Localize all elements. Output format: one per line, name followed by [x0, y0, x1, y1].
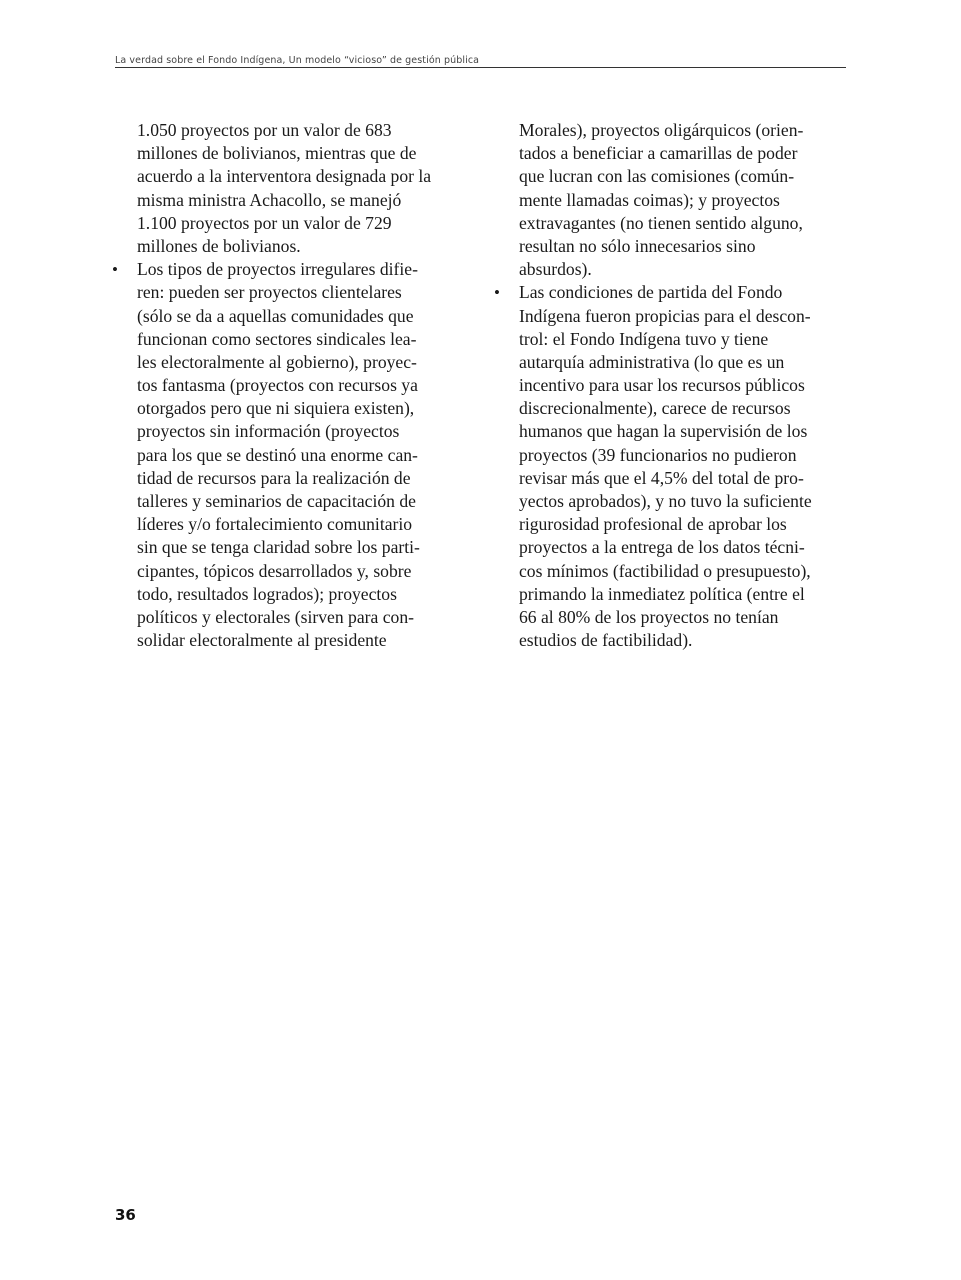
text-line: proyectos (39 funcionarios no pudieron [519, 444, 797, 465]
text-line: sin que se tenga claridad sobre los parti- [137, 537, 420, 558]
text-line: cos mínimos (factibilidad o presupuesto), [519, 560, 811, 581]
text-line: acuerdo a la interventora designada por la [137, 166, 432, 187]
text-line: tos fantasma (proyectos con recursos ya [137, 375, 418, 396]
text-line: humanos que hagan la supervisión de los [519, 421, 808, 442]
right-column [494, 119, 854, 652]
bullet-item-project-types [112, 258, 472, 652]
text-line: les electoralmente al gobierno), proyec- [137, 351, 417, 372]
text-line: solidar electoralmente al presidente [137, 630, 387, 651]
text-line: mente llamadas coimas); y proyectos [519, 189, 780, 210]
text-line: 66 al 80% de los proyectos no tenían [519, 606, 779, 627]
text-line: talleres y seminarios de capacitación de [137, 491, 416, 511]
running-header: La verdad sobre el Fondo Indígena, Un modelo “vicioso” de gestión pública [115, 55, 846, 68]
text-line: proyectos a la entrega de los datos técni- [519, 537, 805, 558]
bullet-icon: • [494, 283, 500, 303]
text-line: discrecionalmente), carece de recursos [519, 398, 791, 419]
text-line: resultan no sólo innecesarios sino [519, 235, 756, 256]
text-line: Los tipos de proyectos irregulares difie- [137, 259, 418, 280]
bullet-icon: • [112, 260, 118, 280]
text-line: funcionan como sectores sindicales lea- [137, 328, 417, 349]
text-line: Las condiciones de partida del Fondo [519, 282, 783, 303]
text-line: tados a beneficiar a camarillas de poder [519, 143, 798, 164]
left-continuation-paragraph [137, 119, 472, 258]
text-line: otorgados pero que ni siquiera existen), [137, 398, 415, 419]
text-line: ren: pueden ser proyectos clientelares [137, 282, 402, 303]
text-line: millones de bolivianos, mientras que de [137, 143, 417, 164]
text-line: 1.050 proyectos por un valor de 683 [137, 120, 392, 140]
bullet-item-starting-conditions [494, 281, 854, 652]
text-line: todo, resultados logrados); proyectos [137, 583, 397, 604]
right-continuation-paragraph [519, 119, 854, 281]
text-line: misma ministra Achacollo, se manejó [137, 189, 402, 210]
page-number: 36 [115, 1206, 136, 1224]
text-line: Morales), proyectos oligárquicos (orien- [519, 120, 804, 140]
text-line: autarquía administrativa (lo que es un [519, 351, 785, 372]
text-line: Indígena fueron propicias para el descon- [519, 305, 811, 326]
text-line: para los que se destinó una enorme can- [137, 444, 418, 465]
text-line: (sólo se da a aquellas comunidades que [137, 305, 414, 326]
text-line: líderes y/o fortalecimiento comunitario [137, 514, 413, 535]
text-line: tidad de recursos para la realización de [137, 467, 411, 488]
text-line: incentivo para usar los recursos públicos [519, 375, 805, 396]
text-line: rigurosidad profesional de aprobar los [519, 514, 787, 535]
text-line: yectos aprobados), y no tuvo la suficiente [519, 491, 812, 511]
text-line: trol: el Fondo Indígena tuvo y tiene [519, 328, 769, 349]
text-line: estudios de factibilidad). [519, 630, 693, 651]
text-line: extravagantes (no tienen sentido alguno, [519, 212, 803, 233]
text-line: cipantes, tópicos desarrollados y, sobre [137, 560, 412, 581]
text-line: absurdos). [519, 259, 592, 280]
left-column [112, 119, 472, 652]
text-line: políticos y electorales (sirven para con- [137, 606, 414, 627]
text-line: que lucran con las comisiones (común- [519, 166, 795, 187]
text-line: proyectos sin información (proyectos [137, 421, 400, 442]
text-line: revisar más que el 4,5% del total de pro- [519, 467, 804, 488]
text-line: primando la inmediatez política (entre el [519, 583, 805, 604]
text-line: 1.100 proyectos por un valor de 729 [137, 212, 392, 233]
text-line: millones de bolivianos. [137, 235, 301, 256]
